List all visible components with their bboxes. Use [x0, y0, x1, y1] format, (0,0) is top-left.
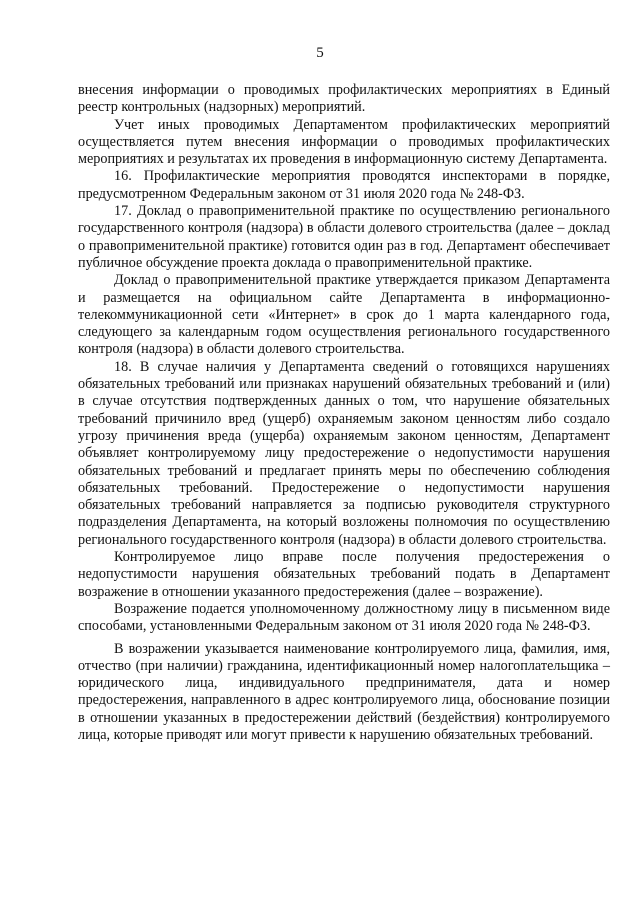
paragraph-18-objection-form: Возражение подается уполномоченному должностному лицу в письменном виде способами, установленными Федеральным законом от 31 июля 2020 года № 248-ФЗ. — [78, 600, 610, 635]
paragraph-18-objection-right: Контролируемое лицо вправе после получения предостережения о недопустимости нарушения обязательных требований подать в Департамент возражение в отношении указанного предостережения (далее – возражение). — [78, 549, 610, 600]
paragraph-continuation: внесения информации о проводимых профилактических мероприятиях в Единый реестр контрольных (надзорных) мероприятий. — [78, 82, 610, 116]
page-number: 5 — [316, 45, 324, 61]
paragraph-18: 18. В случае наличия у Департамента сведений о готовящихся нарушениях обязательных требований или признаках нарушений обязательных требований и (или) в случае отсутствия подтвержденных данных о том, что нарушение обязательных требований причинило вред (ущерб) охраняемым законом ценностям либо создало угрозу причинения вреда (ущерба) охраняемым законом ценностям, Департамент объявляет контролируемому лицу предостережение о недопустимости нарушения обязательных требований и предлагает принять меры по обеспечению соблюдения обязательных требований. Предостережение о недопустимости нарушения обязательных требований направляется за подписью руководителя структурного подразделения Департамента, на который возложены полномочия по осуществлению регионального государственного контроля (надзора) в области долевого строительства. — [78, 358, 610, 548]
document-body — [78, 82, 610, 744]
paragraph-18-objection-content: В возражении указывается наименование контролируемого лица, фамилия, имя, отчество (при наличии) гражданина, идентификационный номер налогоплательщика – юридического лица, индивидуального предпринимателя, дата и номер предостережения, направленного в адрес контролируемого лица, обоснование позиции в отношении указанных в предостережении действий (бездействия) контролируемого лица, которые приводят или могут привести к нарушению обязательных требований. — [78, 640, 610, 743]
paragraph-accounting: Учет иных проводимых Департаментом профилактических мероприятий осуществляется путем внесения информации о проводимых профилактических мероприятиях и результатах их проведения в информационную систему Департамента. — [78, 116, 610, 168]
paragraph-17-report-approval: Доклад о правоприменительной практике утверждается приказом Департамента и размещается на официальном сайте Департамента в информационно-телекоммуникационной сети «Интернет» в срок до 1 марта календарного года, следующего за календарным годом осуществления регионального государственного контроля (надзора) в области долевого строительства. — [78, 272, 610, 358]
paragraph-17: 17. Доклад о правоприменительной практике по осуществлению регионального государственного контроля (надзора) в области долевого строительства (далее – доклад о правоприменительной практике) готовится один раз в год. Департамент обеспечивает публичное обсуждение проекта доклада о правоприменительной практике. — [78, 203, 610, 271]
paragraph-16: 16. Профилактические мероприятия проводятся инспекторами в порядке, предусмотренном Федеральным законом от 31 июля 2020 года № 248-ФЗ. — [78, 168, 610, 202]
